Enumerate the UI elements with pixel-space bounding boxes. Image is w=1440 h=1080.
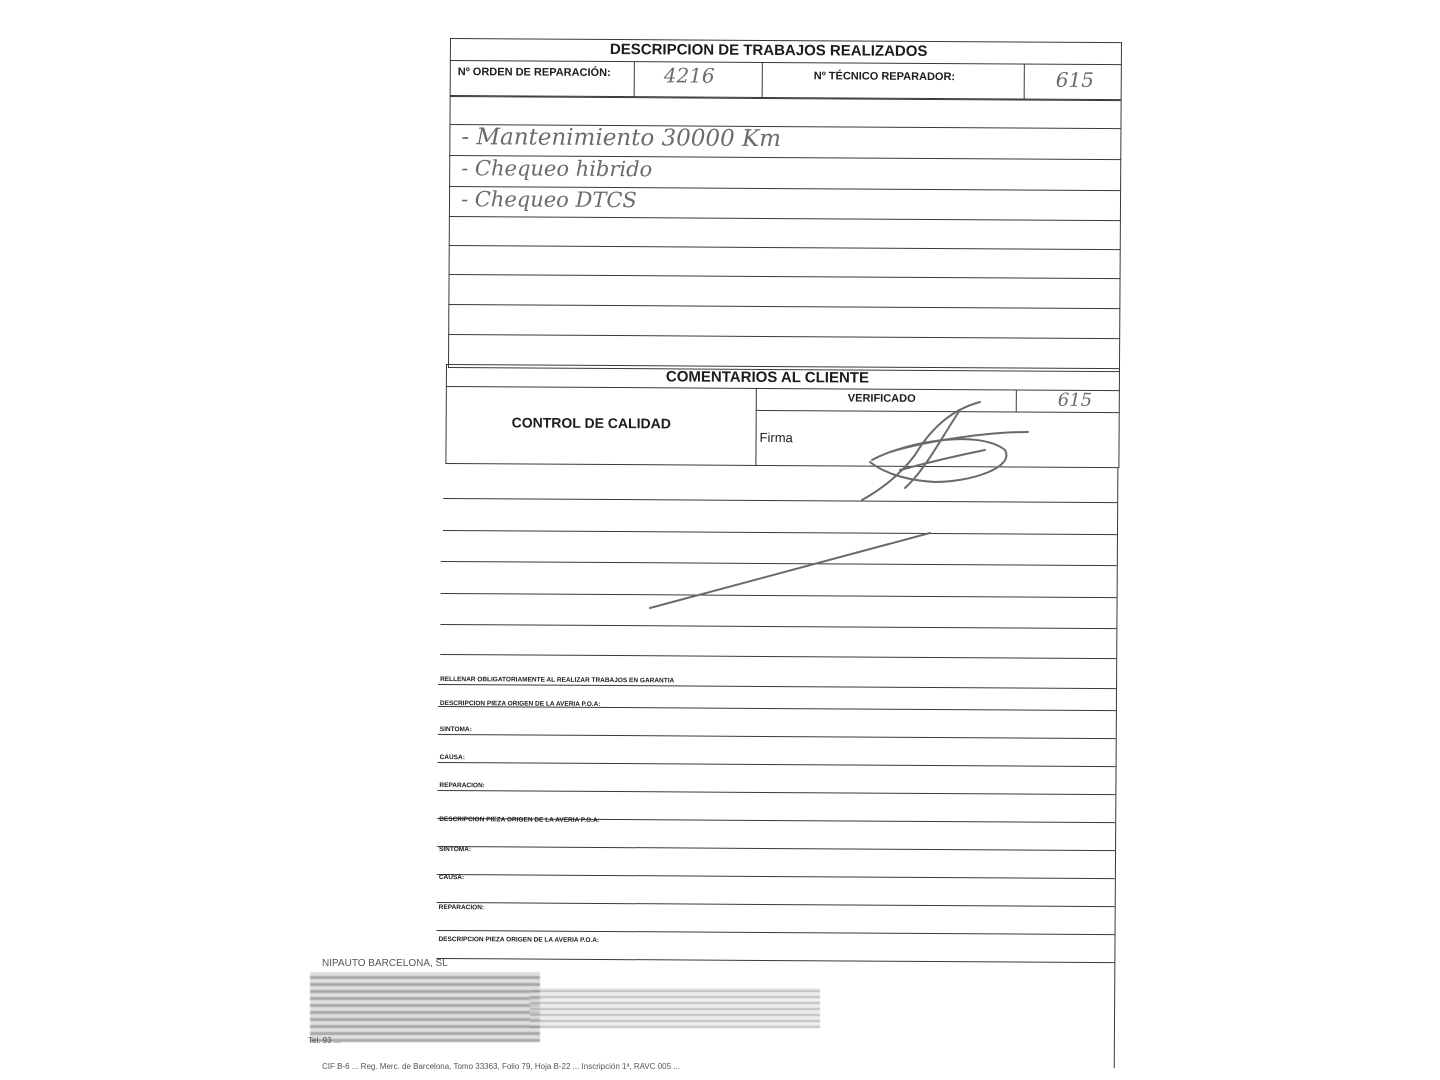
technician-value: 615	[1055, 67, 1095, 92]
warranty-line	[437, 790, 1115, 795]
redacted-stamp	[310, 972, 540, 1042]
warranty-line	[438, 762, 1116, 767]
quality-control-label: CONTROL DE CALIDAD	[511, 414, 671, 432]
warranty-causa-label: CAUSA:	[439, 753, 465, 762]
blank-line	[441, 561, 1117, 566]
work-order-form	[438, 38, 1120, 1066]
warranty-sintoma-label: SINTOMA:	[439, 845, 472, 854]
warranty-header: RELLENAR OBLIGATORIAMENTE AL REALIZAR TRABAJOS EN GARANTIA	[440, 675, 675, 685]
order-number-label: Nº ORDEN DE REPARACIÓN:	[457, 66, 611, 80]
blank-line	[440, 654, 1116, 659]
warranty-reparacion-label: REPARACION:	[438, 903, 485, 912]
warranty-reparacion-label: REPARACION:	[439, 781, 485, 790]
work-item: - Chequeo hibrido	[461, 156, 653, 182]
redacted-stamp	[530, 988, 820, 1028]
warranty-line	[437, 902, 1115, 907]
right-border	[1114, 468, 1119, 1068]
form-title: DESCRIPCION DE TRABAJOS REALIZADOS	[609, 41, 928, 60]
signature-label: Firma	[759, 429, 793, 446]
warranty-line	[437, 845, 1115, 854]
warranty-desc-label: DESCRIPCION PIEZA ORIGEN DE LA AVERIA P.O.A:	[439, 699, 601, 708]
blank-line	[443, 530, 1117, 535]
order-number-value: 4216	[663, 63, 715, 88]
warranty-line	[437, 930, 1115, 935]
warranty-sintoma-label: SINTOMA:	[439, 725, 472, 734]
company-registration: CIF B-6 ... Reg. Merc. de Barcelona, Tomo 33363, Folio 79, Hoja B-22 ... Inscripción 1ª, RAVC 005 ...	[322, 1062, 680, 1071]
work-item: - Mantenimiento 30000 Km	[461, 124, 782, 153]
warranty-line	[437, 873, 1115, 882]
verified-label: VERIFICADO	[847, 392, 916, 405]
warranty-causa-label: CAUSA:	[438, 873, 465, 882]
divider	[762, 62, 763, 98]
verified-value: 615	[1057, 389, 1093, 411]
work-item: - Chequeo DTCS	[460, 187, 637, 213]
warranty-desc-label: DESCRIPCION PIEZA ORIGEN DE LA AVERIA P.O.A:	[438, 935, 600, 944]
comments-title: COMENTARIOS AL CLIENTE	[665, 368, 870, 387]
company-phone: Tel. 93 ...	[308, 1036, 341, 1045]
blank-line	[441, 593, 1117, 598]
technician-label: Nº TÉCNICO REPARADOR:	[813, 70, 956, 84]
divider	[1024, 64, 1025, 100]
company-footer	[300, 958, 820, 1080]
warranty-line	[438, 734, 1116, 739]
divider	[634, 61, 635, 97]
divider	[1016, 389, 1017, 411]
blank-line	[443, 498, 1117, 503]
blank-line	[440, 624, 1116, 629]
warranty-top-line	[438, 684, 1116, 689]
warranty-desc-label: DESCRIPCION PIEZA ORIGEN DE LA AVERIA P.O.A:	[439, 815, 600, 824]
company-name: NIPAUTO BARCELONA, SL	[322, 958, 448, 969]
